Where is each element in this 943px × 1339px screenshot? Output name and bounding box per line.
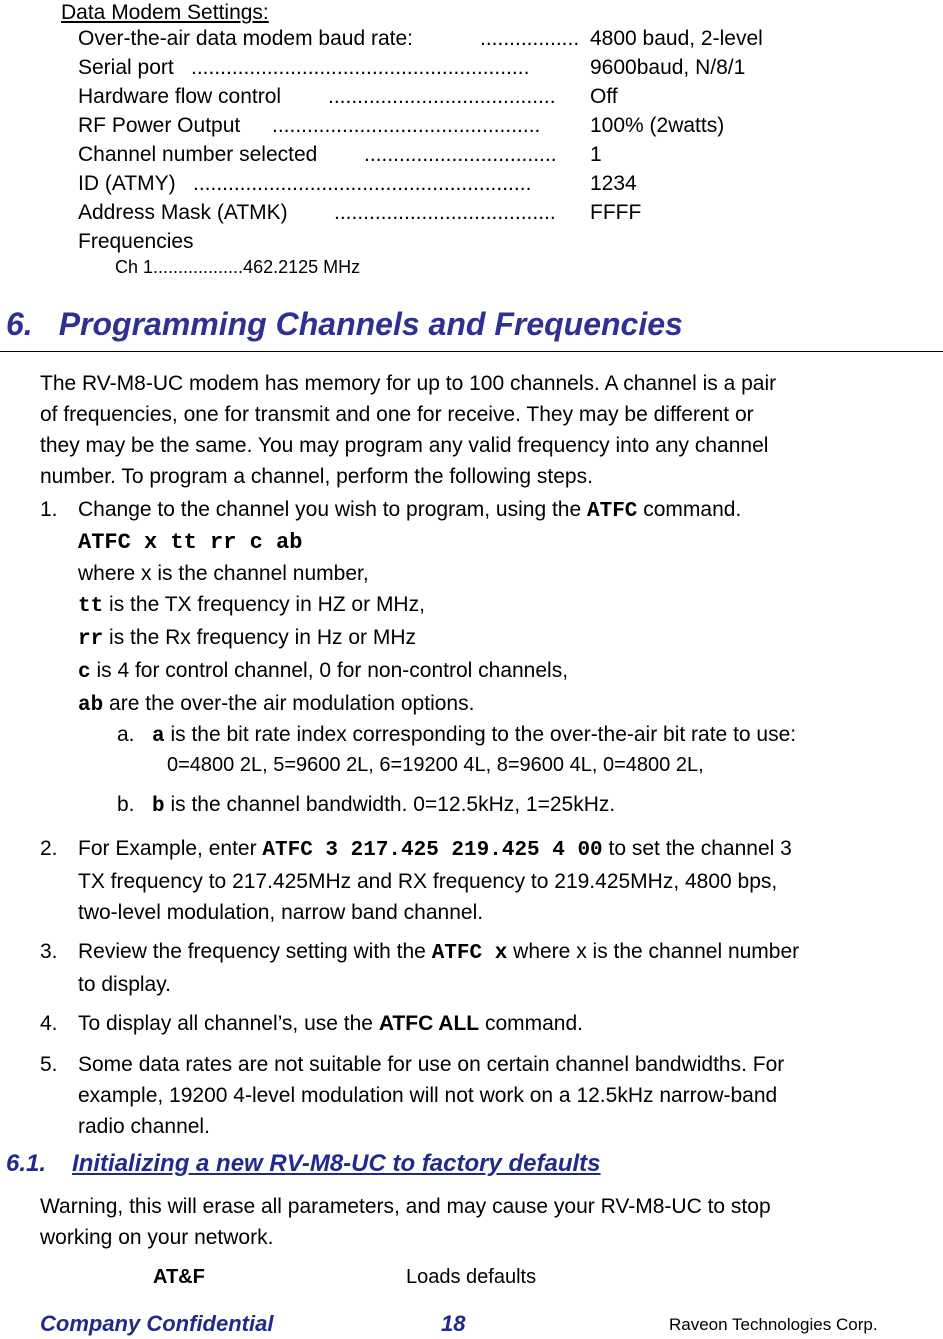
setting-value: 4800 baud, 2-level — [590, 27, 763, 50]
frequency-row-ch1 — [115, 257, 360, 278]
step-2-number: 2. — [40, 837, 58, 860]
section-title: Programming Channels and Frequencies — [58, 306, 683, 342]
sub-item-a: a is the bit rate index corresponding to the over-the-air bit rate to use: — [152, 723, 797, 748]
leader-dots: .................. — [153, 257, 244, 277]
setting-row-channel-number — [78, 143, 818, 172]
param-c: c is 4 for control channel, 0 for non-control channels, — [78, 659, 569, 684]
sub-item-b: b is the channel bandwidth. 0=12.5kHz, 1=25kHz. — [152, 793, 616, 818]
frequency-value: 462.2125 MHz — [243, 257, 361, 277]
leader-dots: .............................................. — [272, 114, 541, 137]
step-5-body: Some data rates are not suitable for use on certain channel bandwidths. For example, 19200 4-level modulation will not work on a 12.5kHz narrow-band radio channel. — [78, 1053, 785, 1138]
warning-paragraph: Warning, this will erase all parameters, and may cause your RV-M8-UC to stop working on your network. — [40, 1195, 771, 1249]
step-2-body: For Example, enter ATFC 3 217.425 219.425 4 00 to set the channel 3 TX frequency to 217.425MHz and RX frequency to 219.425MHz, 4800 bps, two-level modulation, narrow band channel. — [78, 837, 792, 924]
step-3-number: 3. — [40, 940, 58, 963]
intro-line: number. To program a channel, perform the following steps. — [40, 465, 593, 488]
frequency-label: Ch 1 — [115, 257, 154, 277]
param-x: where x is the channel number, — [78, 562, 369, 585]
heading-rule — [0, 351, 943, 352]
setting-row-frequencies — [78, 230, 818, 259]
setting-row-serial-port — [78, 56, 818, 85]
section-6-1-heading — [6, 1150, 601, 1178]
setting-row-id — [78, 172, 818, 201]
step-4-number: 4. — [40, 1012, 58, 1035]
leader-dots: ................. — [480, 27, 580, 50]
setting-row-address-mask — [78, 201, 818, 230]
step-1-number: 1. — [40, 498, 58, 521]
setting-label: Frequencies — [78, 230, 194, 253]
setting-value: 1 — [590, 143, 602, 166]
settings-title: Data Modem Settings: — [61, 1, 269, 24]
param-tt: tt is the TX frequency in HZ or MHz, — [78, 593, 425, 618]
command-code: ATFC ALL — [378, 1012, 480, 1035]
param-rr: rr is the Rx frequency in Hz or MHz — [78, 626, 416, 651]
sub-item-a-letter: a. — [117, 723, 135, 746]
leader-dots: ...................................... — [334, 201, 556, 224]
step-1-line: Change to the channel you wish to program, using the ATFC command. — [78, 498, 742, 523]
leader-dots: .......................................................... — [193, 172, 532, 195]
setting-label: Hardware flow control — [78, 85, 282, 108]
setting-value: Off — [590, 85, 618, 108]
command-code: ATFC 3 217.425 219.425 4 00 — [262, 839, 603, 862]
section-title: Initializing a new RV-M8-UC to factory defaults — [72, 1150, 601, 1177]
setting-row-flow-control — [78, 85, 818, 114]
setting-label: RF Power Output — [78, 114, 241, 137]
step-4-body: To display all channel’s, use the ATFC ALL command. — [78, 1012, 583, 1035]
section-number: 6.1. — [6, 1150, 47, 1177]
leader-dots: ....................................... — [328, 85, 556, 108]
bit-rate-list: 0=4800 2L, 5=9600 2L, 6=19200 4L, 8=9600 4L, 0=4800 2L, — [167, 754, 704, 776]
setting-value: 1234 — [590, 172, 637, 195]
section-6-heading — [6, 306, 683, 343]
command-code: ATFC x — [431, 942, 508, 965]
step-3-body: Review the frequency setting with the ATFC x where x is the channel number to display. — [78, 940, 800, 996]
command-code: ATFC — [586, 500, 638, 523]
setting-label: ID (ATMY) — [78, 172, 176, 195]
setting-label: Channel number selected — [78, 143, 318, 166]
page-number: 18 — [441, 1311, 466, 1336]
footer-confidential: Company Confidential — [40, 1311, 274, 1336]
param-ab: ab are the over-the air modulation options. — [78, 692, 475, 717]
leader-dots: .......................................................... — [191, 56, 530, 79]
setting-label: Address Mask (ATMK) — [78, 201, 288, 224]
setting-row-baud-rate — [78, 27, 818, 56]
setting-value: 9600baud, N/8/1 — [590, 56, 746, 79]
footer-company: Raveon Technologies Corp. — [669, 1315, 878, 1334]
intro-line: The RV-M8-UC modem has memory for up to 100 channels. A channel is a pair — [40, 372, 777, 395]
factory-default-command: AT&F — [153, 1266, 205, 1288]
intro-paragraph — [40, 368, 938, 492]
intro-line: of frequencies, one for transmit and one for receive. They may be different or — [40, 403, 754, 426]
intro-line: they may be the same. You may program any valid frequency into any channel — [40, 434, 769, 457]
section-number: 6. — [6, 306, 33, 342]
leader-dots: ................................. — [364, 143, 557, 166]
command-syntax: ATFC x tt rr c ab — [78, 530, 303, 555]
setting-label: Serial port — [78, 56, 174, 79]
setting-row-rf-power — [78, 114, 818, 143]
setting-label: Over-the-air data modem baud rate: — [78, 27, 413, 50]
setting-value: 100% (2watts) — [590, 114, 725, 137]
setting-value: FFFF — [590, 201, 642, 224]
sub-item-b-letter: b. — [117, 793, 135, 816]
factory-default-description: Loads defaults — [406, 1266, 537, 1288]
step-5-number: 5. — [40, 1053, 58, 1076]
step-1-body — [78, 494, 940, 721]
